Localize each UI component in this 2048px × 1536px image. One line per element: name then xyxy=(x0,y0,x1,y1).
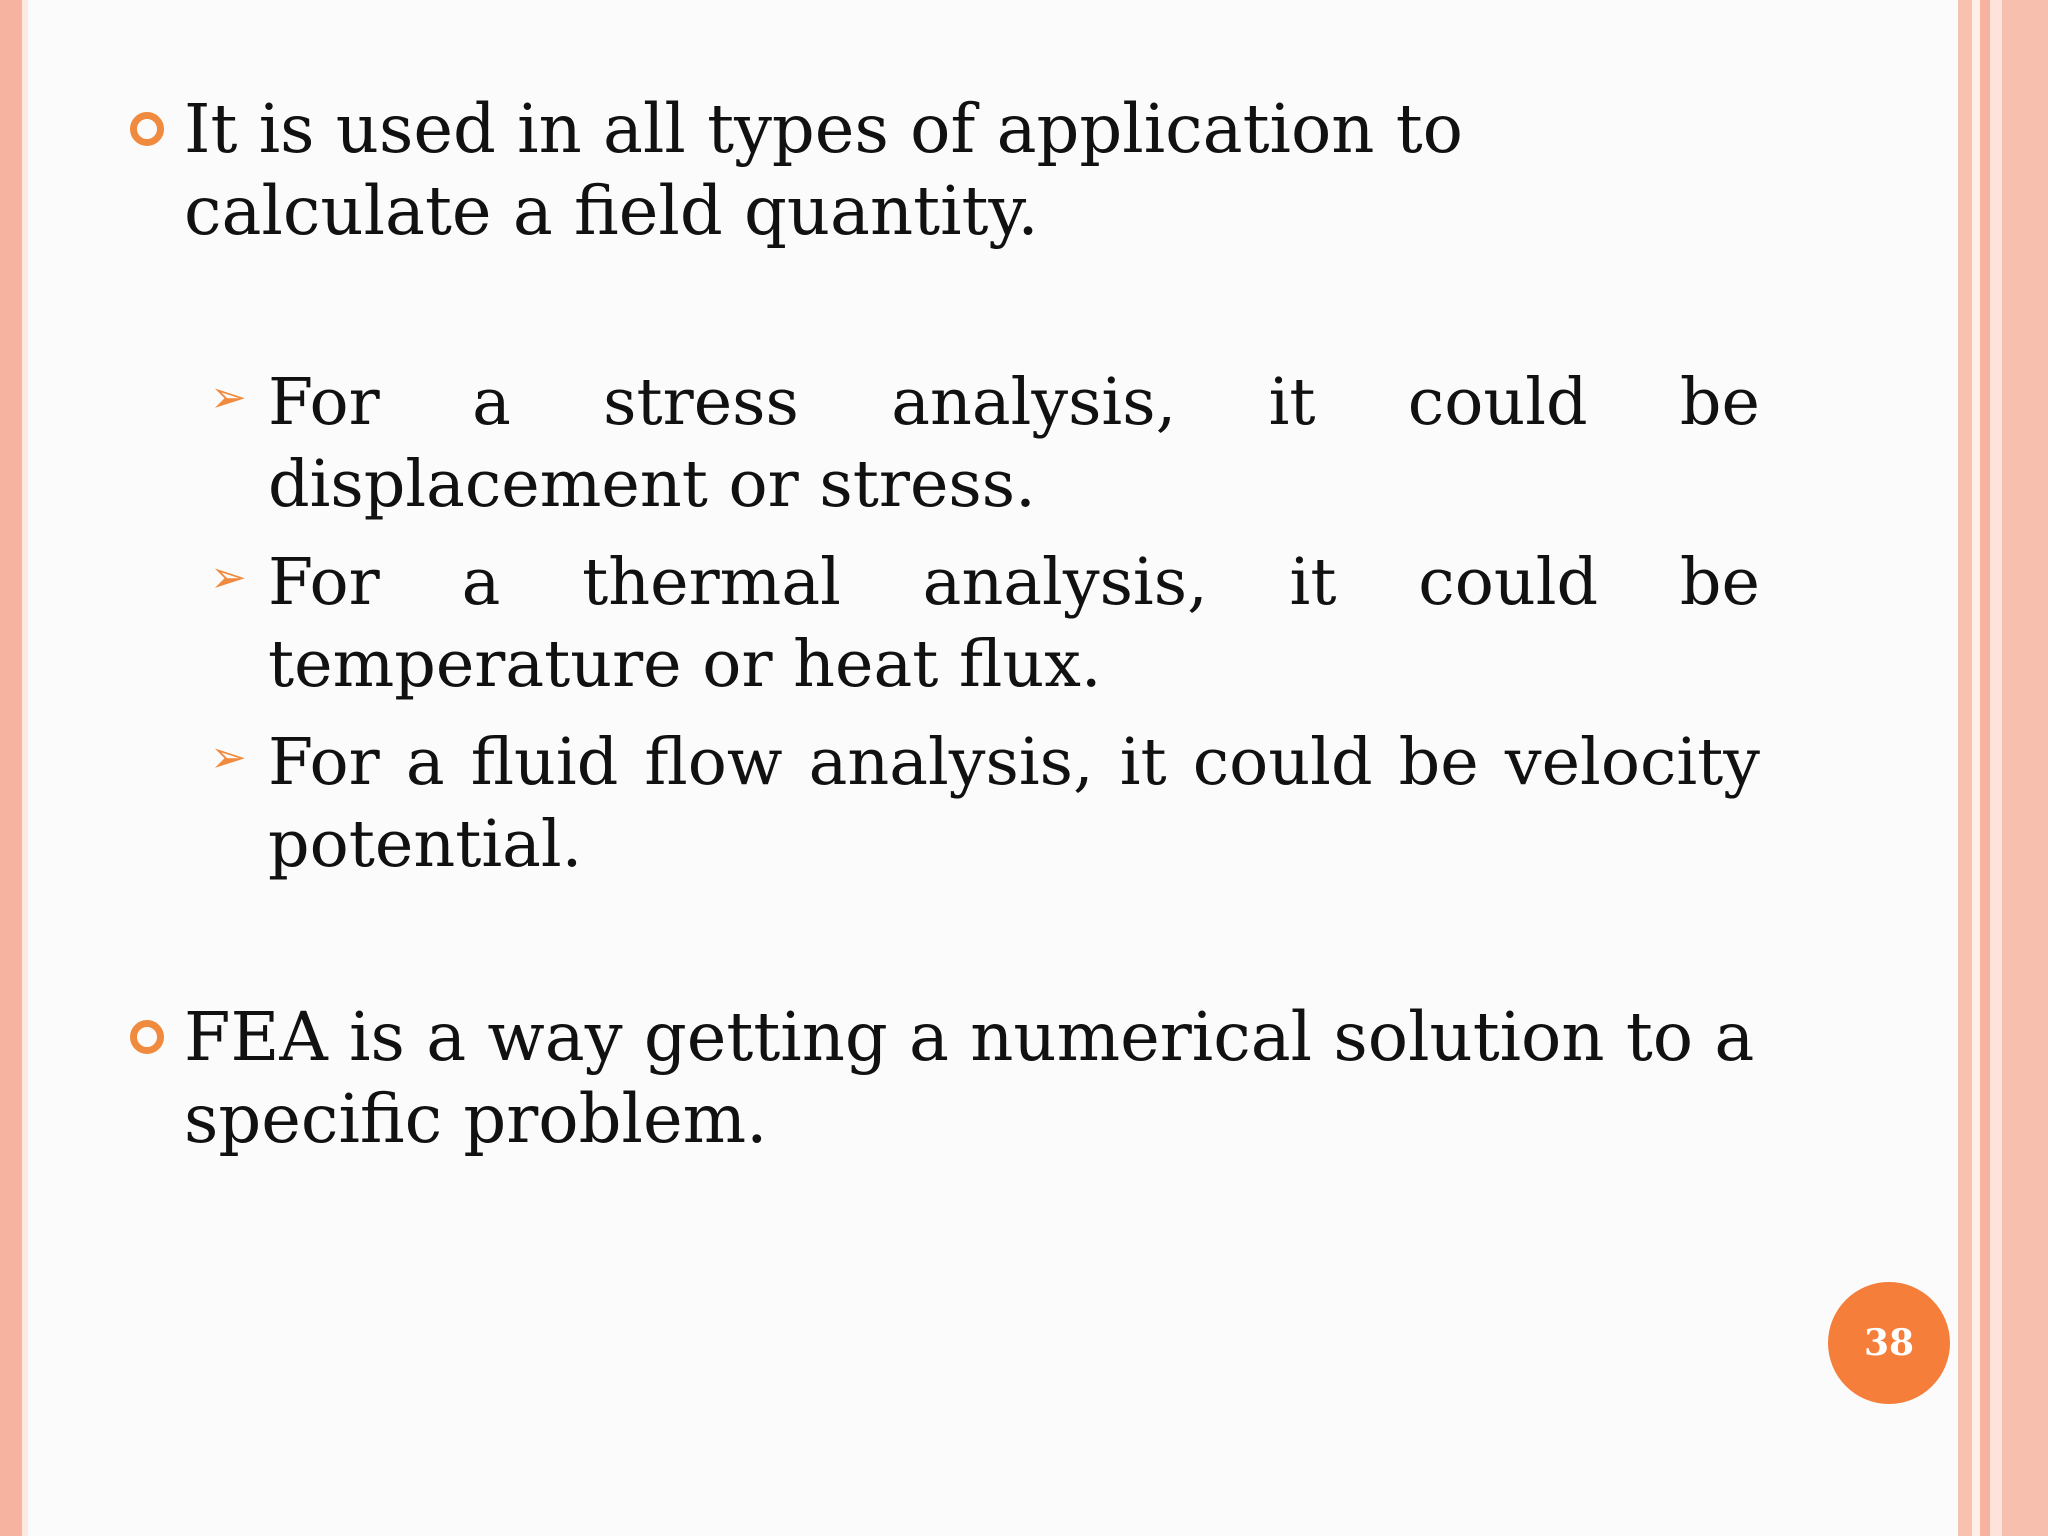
sub-bullet-item xyxy=(204,542,1760,706)
bullet-text: FEA is a way getting a numerical solution to a specific problem. xyxy=(184,998,1755,1158)
right-border-stripe xyxy=(1980,0,1990,1536)
page-number-badge xyxy=(1828,1282,1950,1404)
right-border-gap xyxy=(1990,0,2002,1536)
ring-bullet-icon xyxy=(130,1020,164,1054)
left-border-inner xyxy=(22,0,28,1536)
slide-content xyxy=(120,88,1760,1160)
bullet-text: It is used in all types of application to calculate a field quantity. xyxy=(184,90,1464,250)
arrow-bullet-icon: ➢ xyxy=(210,732,247,783)
sub-bullet-text: For a fluid flow analysis, it could be velocity potential. xyxy=(268,725,1760,882)
bullet-item xyxy=(120,88,1760,252)
sub-bullet-text: For a stress analysis, it could be displacement or stress. xyxy=(268,365,1760,522)
sub-bullet-item xyxy=(204,722,1760,886)
sub-bullet-text: For a thermal analysis, it could be temperature or heat flux. xyxy=(268,545,1760,702)
sub-bullet-item xyxy=(204,362,1760,526)
left-border-stripe xyxy=(0,0,22,1536)
right-border-stripe xyxy=(1958,0,1972,1536)
bullet-item xyxy=(120,996,1760,1160)
sub-bullet-list xyxy=(204,362,1760,886)
right-border-gap xyxy=(1972,0,1980,1536)
ring-bullet-icon xyxy=(130,112,164,146)
right-border-stripe xyxy=(2002,0,2048,1536)
arrow-bullet-icon: ➢ xyxy=(210,552,247,603)
page-number: 38 xyxy=(1863,1322,1915,1364)
arrow-bullet-icon: ➢ xyxy=(210,372,247,423)
